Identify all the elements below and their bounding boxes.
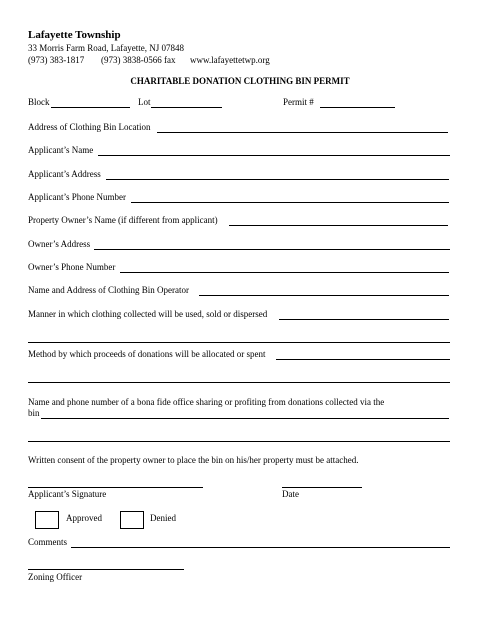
approved-checkbox[interactable] — [35, 511, 59, 529]
bin-location-label: Address of Clothing Bin Location — [28, 122, 151, 132]
date-label: Date — [282, 489, 299, 499]
applicant-address-label: Applicant’s Address — [28, 169, 101, 179]
denied-label: Denied — [150, 513, 176, 523]
denied-checkbox[interactable] — [120, 511, 144, 529]
consent-note: Written consent of the property owner to place the bin on his/her property must be attached. — [28, 455, 359, 465]
owner-name-field[interactable] — [229, 225, 448, 226]
owner-name-label: Property Owner’s Name (if different from applicant) — [28, 215, 218, 225]
owner-address-field[interactable] — [94, 249, 450, 250]
lot-field[interactable] — [151, 107, 222, 108]
approved-label: Approved — [66, 513, 102, 523]
form-title: CHARITABLE DONATION CLOTHING BIN PERMIT — [130, 76, 350, 86]
operator-label: Name and Address of Clothing Bin Operator — [28, 285, 189, 295]
zoning-officer-label: Zoning Officer — [28, 572, 83, 582]
owner-phone-field[interactable] — [120, 272, 449, 273]
township-title: Lafayette Township — [28, 29, 121, 41]
township-fax: (973) 3838-0566 fax — [101, 55, 176, 65]
manner-field-line2[interactable] — [28, 342, 450, 343]
applicant-name-label: Applicant’s Name — [28, 145, 94, 155]
permit-field[interactable] — [320, 107, 395, 108]
comments-field[interactable] — [71, 547, 450, 548]
bin-location-field[interactable] — [157, 132, 448, 133]
method-field-line2[interactable] — [28, 382, 450, 383]
manner-label: Manner in which clothing collected will be used, sold or dispersed — [28, 309, 268, 319]
block-label: Block — [28, 97, 50, 107]
date-field[interactable] — [282, 487, 362, 488]
manner-field[interactable] — [279, 319, 449, 320]
permit-label: Permit # — [283, 97, 314, 107]
owner-address-label: Owner’s Address — [28, 239, 91, 249]
operator-field[interactable] — [199, 295, 449, 296]
applicant-signature-label: Applicant’s Signature — [28, 489, 107, 499]
township-phone: (973) 383-1817 — [28, 55, 85, 65]
zoning-officer-signature-field[interactable] — [28, 569, 184, 570]
applicant-signature-field[interactable] — [28, 487, 203, 488]
applicant-phone-field[interactable] — [131, 202, 449, 203]
township-address: 33 Morris Farm Road, Lafayette, NJ 07848 — [28, 43, 184, 53]
office-field-line2[interactable] — [28, 441, 450, 442]
township-website: www.lafayettetwp.org — [190, 55, 270, 65]
block-field[interactable] — [51, 107, 130, 108]
comments-label: Comments — [28, 537, 68, 547]
office-label-line2: bin — [28, 408, 40, 418]
owner-phone-label: Owner’s Phone Number — [28, 262, 116, 272]
applicant-name-field[interactable] — [98, 155, 450, 156]
lot-label: Lot — [138, 97, 151, 107]
applicant-address-field[interactable] — [106, 179, 449, 180]
method-field[interactable] — [276, 359, 450, 360]
method-label: Method by which proceeds of donations will be allocated or spent — [28, 349, 266, 359]
office-label-line1: Name and phone number of a bona fide office sharing or profiting from donations collected via the — [28, 397, 385, 407]
office-field[interactable] — [41, 418, 449, 419]
applicant-phone-label: Applicant’s Phone Number — [28, 192, 126, 202]
